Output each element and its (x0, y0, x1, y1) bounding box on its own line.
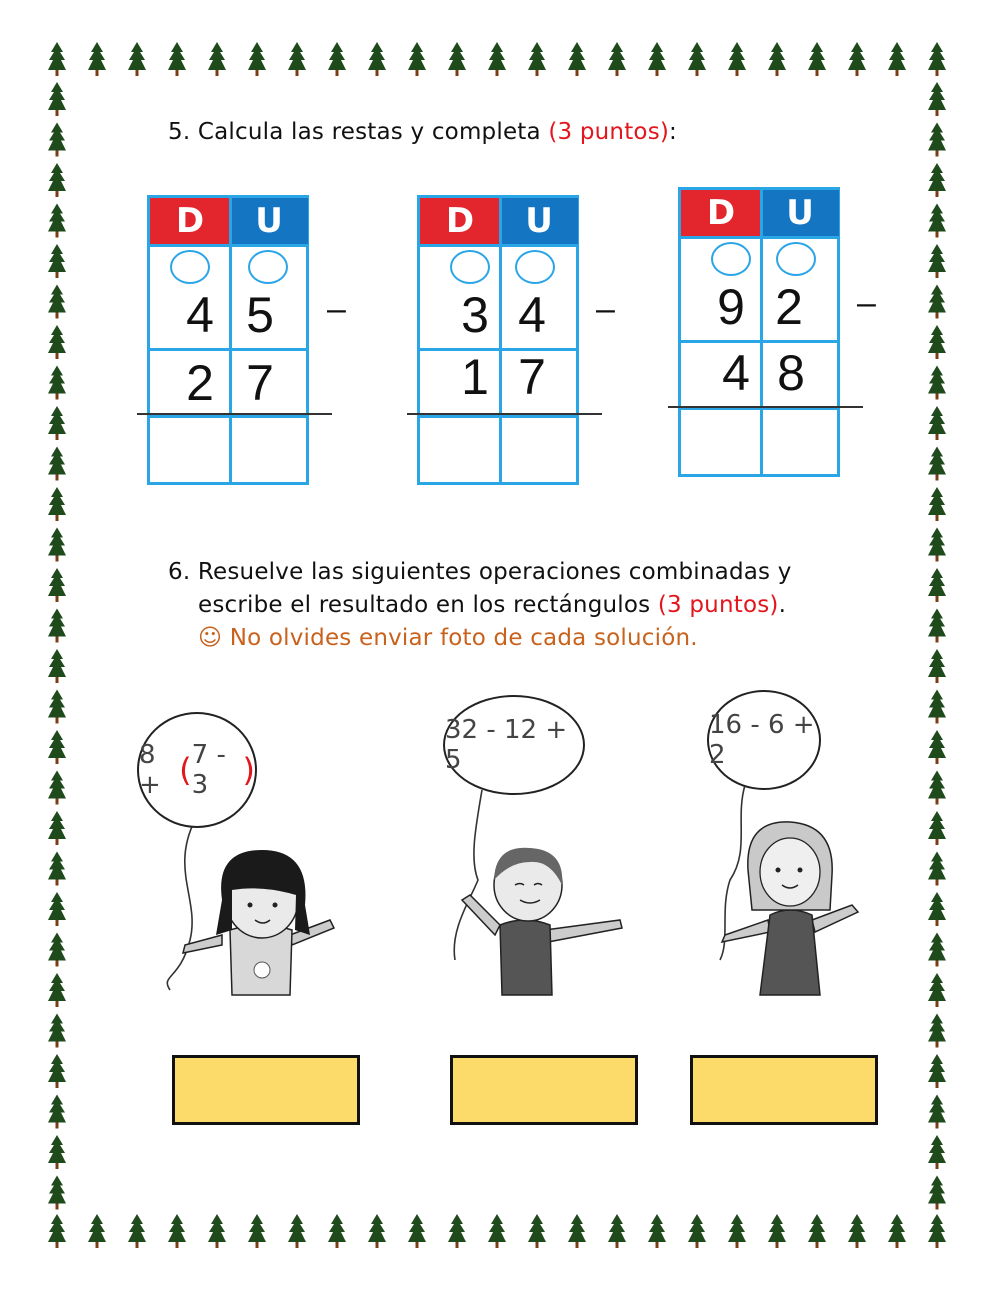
minuend-units-digit: 5 (246, 287, 274, 343)
subtrahend-tens-digit: 2 (186, 355, 214, 411)
tens-header: D (420, 198, 500, 244)
minus-sign: – (327, 290, 346, 328)
balloon-expression-1: 8 + ( 7 - 3 ) (137, 712, 257, 828)
subtrahend-tens-digit: 4 (722, 345, 750, 401)
minus-sign: – (857, 284, 876, 322)
balloon-expression-3: 16 - 6 + 2 (707, 690, 821, 790)
minuend-tens-digit: 4 (186, 287, 214, 343)
reminder-note: ☺ No olvides enviar foto de cada solución. (198, 625, 698, 651)
subtrahend-units-digit: 7 (246, 355, 274, 411)
tens-header: D (150, 198, 230, 244)
girl-with-balloon-icon (183, 850, 334, 995)
question-5-title: 5. Calcula las restas y completa (3 puntos): (168, 119, 677, 145)
units-header: U (500, 198, 578, 244)
boy-with-balloon-icon (462, 848, 622, 995)
subtrahend-tens-digit: 1 (461, 349, 489, 405)
girl-with-balloon-icon (722, 822, 858, 995)
answer-box-3[interactable] (690, 1055, 878, 1125)
subtrahend-units-digit: 7 (518, 349, 546, 405)
question-5-points: (3 puntos) (548, 119, 670, 145)
units-header: U (230, 198, 308, 244)
answer-box-2[interactable] (450, 1055, 638, 1125)
minuend-tens-digit: 9 (717, 279, 745, 335)
question-6-title: 6. Resuelve las siguientes operaciones combinadas y escribe el resultado en los rectángulos (3 puntos). ☺ No olvides enviar foto de cada solución. (168, 556, 792, 655)
balloon-expression-2: 32 - 12 + 5 (443, 695, 585, 795)
subtrahend-units-digit: 8 (777, 345, 805, 401)
minus-sign: – (596, 290, 615, 328)
answer-box-1[interactable] (172, 1055, 360, 1125)
question-6-points: (3 puntos) (657, 592, 779, 618)
tens-header: D (681, 190, 761, 236)
units-header: U (761, 190, 839, 236)
minuend-units-digit: 4 (518, 287, 546, 343)
minuend-tens-digit: 3 (461, 287, 489, 343)
minuend-units-digit: 2 (775, 279, 803, 335)
